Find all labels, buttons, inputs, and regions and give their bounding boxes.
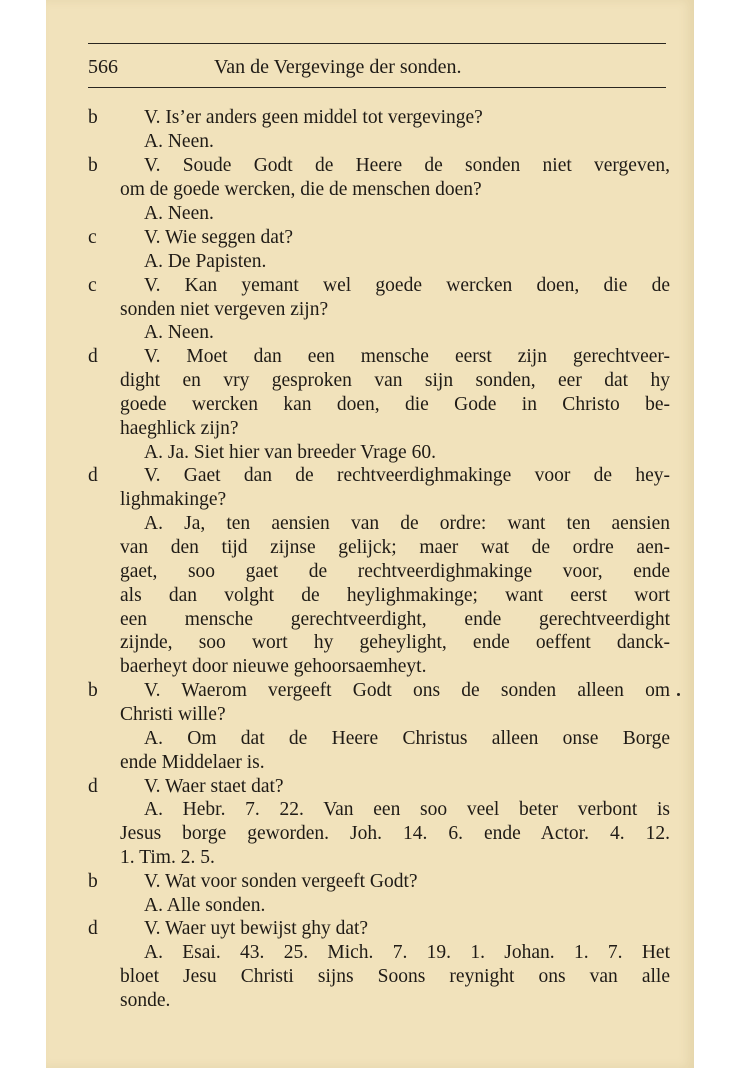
margin-marker: d [88,776,98,797]
book-page [46,0,694,1068]
question-line: lighmakinge? [120,489,227,510]
answer-line: een mensche gerechtveerdight, ende gerechtveerdight [120,609,670,630]
answer-line: 1. Tim. 2. 5. [120,847,215,868]
question-line: dight en vry gesproken van sijn sonden, eer dat hy [120,370,670,391]
question-line: om de goede wercken, die de menschen doen? [120,179,482,200]
answer-line: A. Alle sonden. [144,895,266,916]
answer-line: A. Neen. [144,131,214,152]
question-line: V. Wat voor sonden vergeeft Godt? [144,871,418,892]
answer-line: van den tijd zijnse gelijck; maer wat de ordre aen- [120,537,670,558]
margin-marker: b [88,871,98,892]
question-line: V. Gaet dan de rechtveerdighmakinge voor de hey- [144,465,670,486]
margin-marker: c [88,275,97,296]
answer-line: bloet Jesu Christi sijns Soons reynight ons van alle [120,966,670,987]
margin-marker: b [88,155,98,176]
page-number: 566 [88,56,118,78]
question-line: V. Waer uyt bewijst ghy dat? [144,918,369,939]
margin-marker: c [88,227,97,248]
margin-marker: b [88,107,98,128]
question-line: haeghlick zijn? [120,418,239,439]
running-title: Van de Vergevinge der sonden. [214,56,462,78]
header-rule-bottom [88,87,666,88]
margin-marker: d [88,465,98,486]
answer-line: A. Esai. 43. 25. Mich. 7. 19. 1. Johan. 1. 7. Het [144,942,670,963]
question-line: goede wercken kan doen, die Gode in Christo be- [120,394,670,415]
answer-line: gaet, soo gaet de rechtveerdighmakinge voor, ende [120,561,670,582]
question-line: V. Waer staet dat? [144,776,284,797]
question-line: V. Waerom vergeeft Godt ons de sonden alleen om [144,680,670,701]
answer-line: Jesus borge geworden. Joh. 14. 6. ende Actor. 4. 12. [120,823,670,844]
answer-line: A. Neen. [144,203,214,224]
answer-line: sonde. [120,990,171,1011]
answer-line: A. Ja, ten aensien van de ordre: want ten aensien [144,513,670,534]
answer-line: A. Om dat de Heere Christus alleen onse Borge [144,728,670,749]
answer-line: A. Hebr. 7. 22. Van een soo veel beter verbont is [144,799,670,820]
question-line: V. Moet dan een mensche eerst zijn gerechtveer- [144,346,670,367]
answer-line: A. Neen. [144,322,214,343]
question-line: V. Soude Godt de Heere de sonden niet vergeven, [144,155,670,176]
question-line: sonden niet vergeven zijn? [120,299,329,320]
answer-line: zijnde, soo wort hy geheylight, ende oeffent danck- [120,632,670,653]
margin-marker: d [88,346,98,367]
question-line: V. Is’er anders geen middel tot vergevinge? [144,107,483,128]
question-line: V. Kan yemant wel goede wercken doen, die de [144,275,670,296]
print-speck [677,693,680,696]
answer-line: ende Middelaer is. [120,752,265,773]
answer-line: A. Ja. Siet hier van breeder Vrage 60. [144,442,436,463]
answer-line: baerheyt door nieuwe gehoorsaemheyt. [120,656,427,677]
margin-marker: d [88,918,98,939]
header-rule-top [88,43,666,44]
answer-line: als dan volght de heylighmakinge; want eerst wort [120,585,670,606]
question-line: Christi wille? [120,704,226,725]
answer-line: A. De Papisten. [144,251,267,272]
margin-marker: b [88,680,98,701]
question-line: V. Wie seggen dat? [144,227,294,248]
